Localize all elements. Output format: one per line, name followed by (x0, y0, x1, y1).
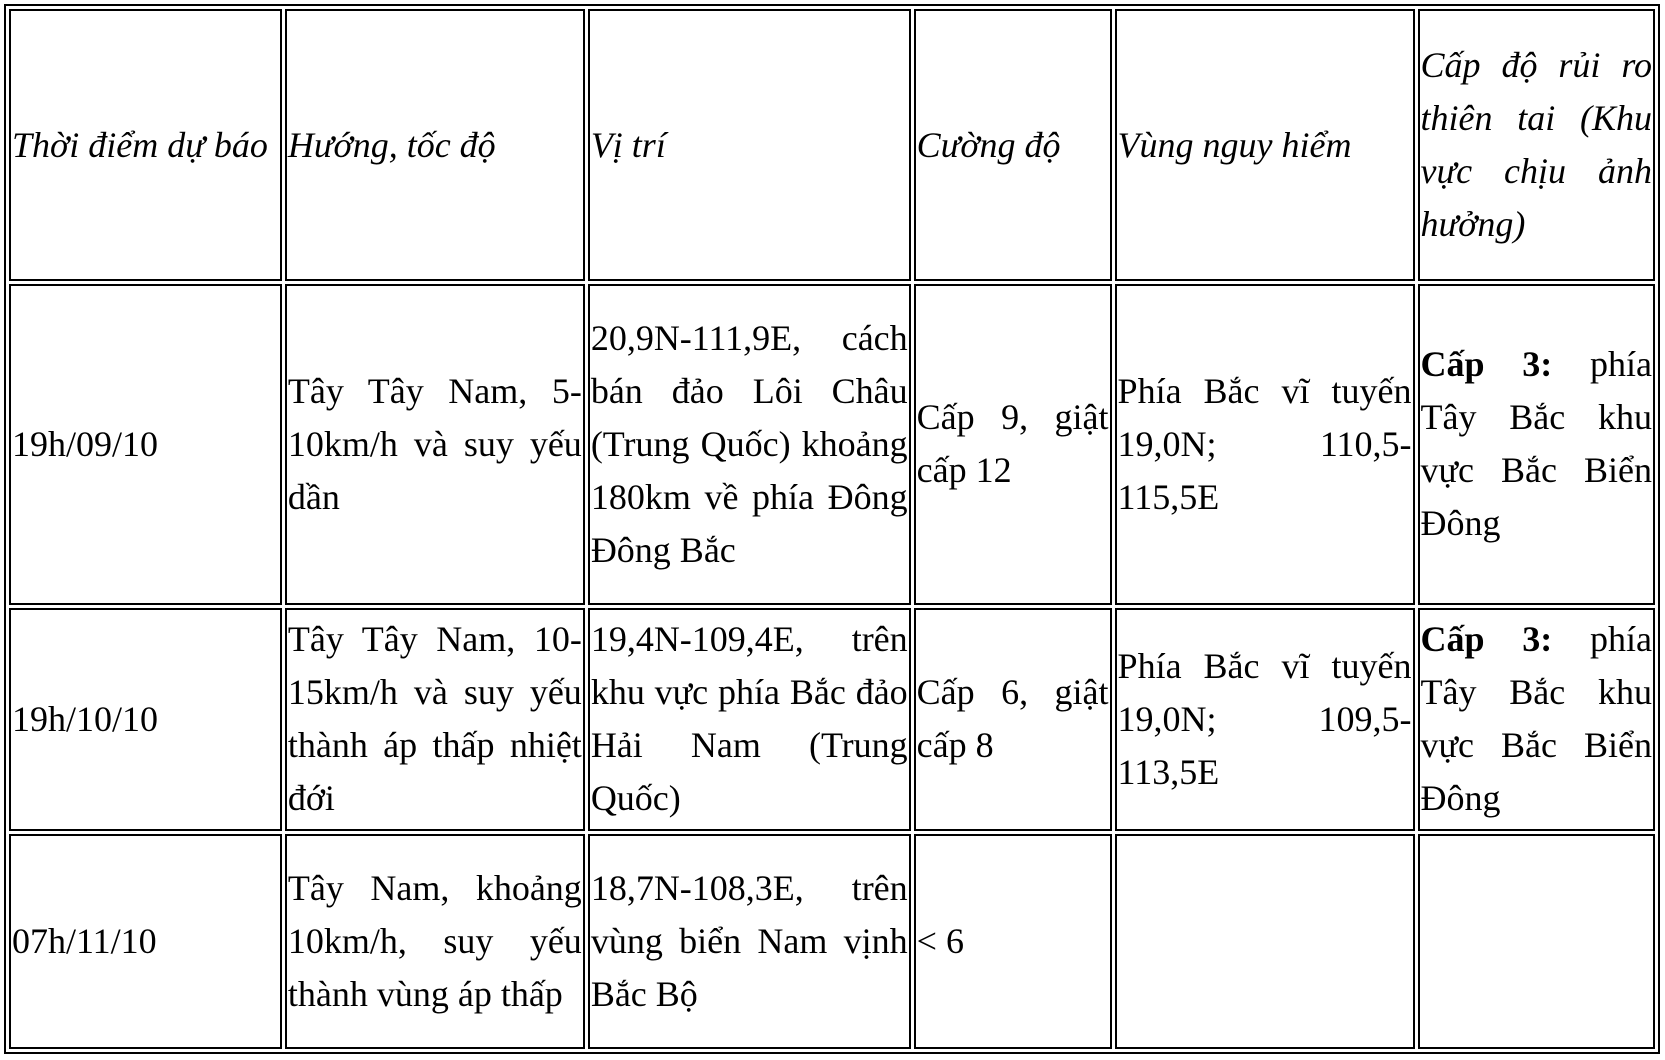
cell-danger-zone: Phía Bắc vĩ tuyến 19,0N; 110,5-115,5E (1115, 284, 1415, 605)
header-disaster-risk-level: Cấp độ rủi ro thiên tai (Khu vực chịu ảnh hưởng) (1418, 9, 1656, 281)
cell-disaster-risk (1418, 608, 1656, 831)
table-row (9, 284, 1655, 605)
cell-position: 19,4N-109,4E, trên khu vực phía Bắc đảo Hải Nam (Trung Quốc) (588, 608, 911, 831)
header-forecast-time: Thời điểm dự báo (9, 9, 282, 281)
cell-danger-zone: Phía Bắc vĩ tuyến 19,0N; 109,5-113,5E (1115, 608, 1415, 831)
cell-danger-zone (1115, 834, 1415, 1049)
table-row (9, 834, 1655, 1049)
cell-forecast-time: 19h/09/10 (9, 284, 282, 605)
table-header-row (9, 9, 1655, 281)
header-position: Vị trí (588, 9, 911, 281)
cell-forecast-time: 19h/10/10 (9, 608, 282, 831)
risk-level-label: Cấp 3: (1420, 344, 1553, 385)
risk-area-text: phía Tây Bắc khu vực Bắc Biển Đông (1420, 344, 1652, 544)
cell-intensity: < 6 (914, 834, 1112, 1049)
cell-direction-speed: Tây Tây Nam, 10-15km/h và suy yếu thành áp thấp nhiệt đới (285, 608, 585, 831)
cell-position: 18,7N-108,3E, trên vùng biển Nam vịnh Bắc Bộ (588, 834, 911, 1049)
risk-level-label: Cấp 3: (1420, 619, 1553, 660)
cell-direction-speed: Tây Nam, khoảng 10km/h, suy yếu thành vùng áp thấp (285, 834, 585, 1049)
cell-intensity: Cấp 6, giật cấp 8 (914, 608, 1112, 831)
cell-disaster-risk (1418, 834, 1656, 1049)
header-danger-zone: Vùng nguy hiểm (1115, 9, 1415, 281)
cell-position: 20,9N-111,9E, cách bán đảo Lôi Châu (Trung Quốc) khoảng 180km về phía Đông Đông Bắc (588, 284, 911, 605)
cell-disaster-risk (1418, 284, 1656, 605)
risk-area-text: phía Tây Bắc khu vực Bắc Biển Đông (1420, 619, 1652, 819)
storm-forecast-table (4, 4, 1660, 1054)
cell-direction-speed: Tây Tây Nam, 5-10km/h và suy yếu dần (285, 284, 585, 605)
cell-intensity: Cấp 9, giật cấp 12 (914, 284, 1112, 605)
cell-forecast-time: 07h/11/10 (9, 834, 282, 1049)
header-intensity: Cường độ (914, 9, 1112, 281)
table-row (9, 608, 1655, 831)
header-direction-speed: Hướng, tốc độ (285, 9, 585, 281)
